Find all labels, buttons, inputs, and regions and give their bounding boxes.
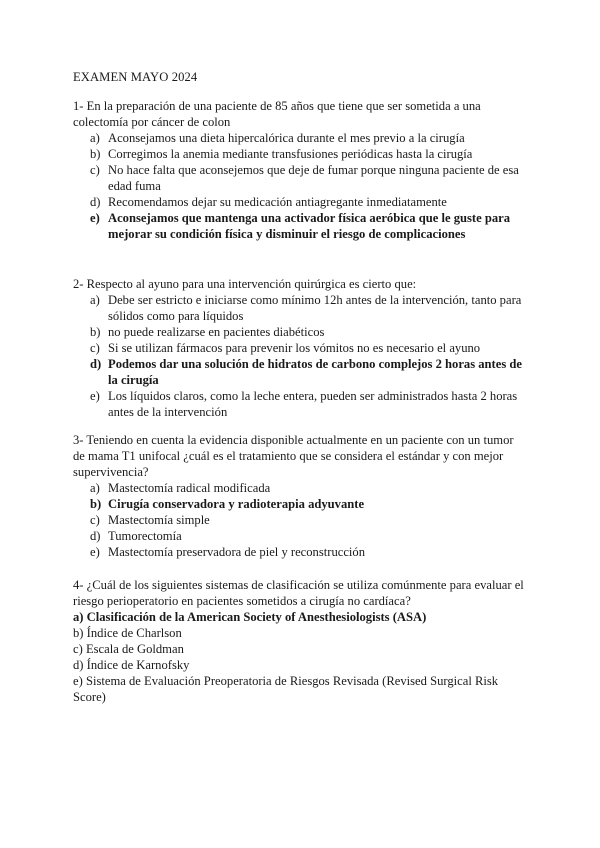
- option-a: [73, 480, 525, 496]
- options-list: [73, 292, 525, 420]
- option-text: Mastectomía simple: [108, 513, 210, 527]
- option-label: a): [90, 131, 100, 145]
- option-a-correct: [73, 609, 525, 625]
- option-c: [73, 512, 525, 528]
- option-text: Clasificación de la American Society of Anesthesiologists (ASA): [86, 610, 427, 624]
- option-d-correct: [73, 356, 525, 388]
- option-text: Corregimos la anemia mediante transfusiones periódicas hasta la cirugía: [108, 147, 473, 161]
- option-label: b): [90, 497, 102, 511]
- option-label: d): [73, 658, 84, 672]
- option-e: [73, 388, 525, 420]
- question-1: [73, 98, 525, 242]
- option-d: [73, 657, 525, 673]
- exam-title: EXAMEN MAYO 2024: [73, 70, 198, 84]
- option-d: [73, 194, 525, 210]
- option-text: Índice de Karnofsky: [86, 658, 190, 672]
- option-text: Podemos dar una solución de hidratos de carbono complejos 2 horas antes de la cirugía: [108, 357, 522, 387]
- question-4: [73, 577, 525, 705]
- option-c: [73, 162, 525, 194]
- options-list: [73, 480, 525, 560]
- option-label: e): [90, 545, 100, 559]
- option-label: e): [73, 674, 83, 688]
- question-text: Respecto al ayuno para una intervención quirúrgica es cierto que:: [86, 277, 417, 291]
- option-text: no puede realizarse en pacientes diabéticos: [108, 325, 325, 339]
- option-text: Cirugía conservadora y radioterapia adyuvante: [108, 497, 365, 511]
- question-stem: [73, 98, 525, 130]
- question-text: ¿Cuál de los siguientes sistemas de clasificación se utiliza comúnmente para evaluar el riesgo perioperatorio en pacientes sometidos a cirugía no cardíaca?: [73, 578, 524, 608]
- option-text: Índice de Charlson: [86, 626, 182, 640]
- option-text: Tumorectomía: [108, 529, 182, 543]
- option-c: [73, 641, 525, 657]
- option-e: [73, 673, 525, 705]
- option-b-correct: [73, 496, 525, 512]
- question-text: En la preparación de una paciente de 85 años que tiene que ser sometida a una colectomía por cáncer de colon: [73, 99, 481, 129]
- option-label: c): [90, 341, 100, 355]
- option-label: e): [90, 211, 100, 225]
- option-text: Mastectomía radical modificada: [108, 481, 271, 495]
- question-stem: [73, 577, 525, 609]
- option-text: Aconsejamos una dieta hipercalórica durante el mes previo a la cirugía: [108, 131, 465, 145]
- question-text: Teniendo en cuenta la evidencia disponible actualmente en un paciente con un tumor de mama T1 unifocal ¿cuál es el tratamiento que se considera el estándar y con mejor supervivencia?: [73, 433, 514, 479]
- option-label: b): [90, 147, 101, 161]
- option-a: [73, 292, 525, 324]
- option-text: Aconsejamos que mantenga una activador física aeróbica que le guste para mejorar su condición física y disminuir el riesgo de complicaciones: [108, 211, 511, 241]
- option-c: [73, 340, 525, 356]
- option-text: Debe ser estricto e iniciarse como mínimo 12h antes de la intervención, tanto para sólidos como para líquidos: [108, 293, 522, 323]
- option-a: [73, 130, 525, 146]
- question-stem: [73, 276, 525, 292]
- question-stem: [73, 432, 525, 480]
- option-label: d): [90, 195, 101, 209]
- option-text: Mastectomía preservadora de piel y reconstrucción: [108, 545, 366, 559]
- question-number: 4-: [73, 578, 84, 592]
- option-text: No hace falta que aconsejemos que deje de fumar porque ninguna paciente de esa edad fuma: [108, 163, 519, 193]
- option-label: c): [90, 163, 100, 177]
- option-label: a): [73, 610, 84, 624]
- question-number: 2-: [73, 277, 84, 291]
- options-list: [73, 130, 525, 242]
- option-text: Sistema de Evaluación Preoperatoria de Riesgos Revisada (Revised Surgical Risk Score): [73, 674, 499, 704]
- option-label: d): [90, 529, 101, 543]
- question-3: [73, 432, 525, 560]
- option-b: [73, 324, 525, 340]
- option-label: c): [73, 642, 83, 656]
- option-text: Escala de Goldman: [85, 642, 184, 656]
- option-label: a): [90, 481, 100, 495]
- option-e: [73, 544, 525, 560]
- option-text: Los líquidos claros, como la leche entera, pueden ser administrados hasta 2 horas antes de la intervención: [108, 389, 518, 419]
- question-number: 3-: [73, 433, 84, 447]
- option-label: b): [73, 626, 84, 640]
- question-number: 1-: [73, 99, 84, 113]
- option-label: e): [90, 389, 100, 403]
- option-text: Si se utilizan fármacos para prevenir los vómitos no es necesario el ayuno: [108, 341, 481, 355]
- question-2: [73, 276, 525, 420]
- option-label: a): [90, 293, 100, 307]
- option-b: [73, 146, 525, 162]
- option-label: c): [90, 513, 100, 527]
- option-e-correct: [73, 210, 525, 242]
- option-b: [73, 625, 525, 641]
- option-label: d): [90, 357, 102, 371]
- option-text: Recomendamos dejar su medicación antiagregante inmediatamente: [108, 195, 447, 209]
- option-d: [73, 528, 525, 544]
- option-label: b): [90, 325, 101, 339]
